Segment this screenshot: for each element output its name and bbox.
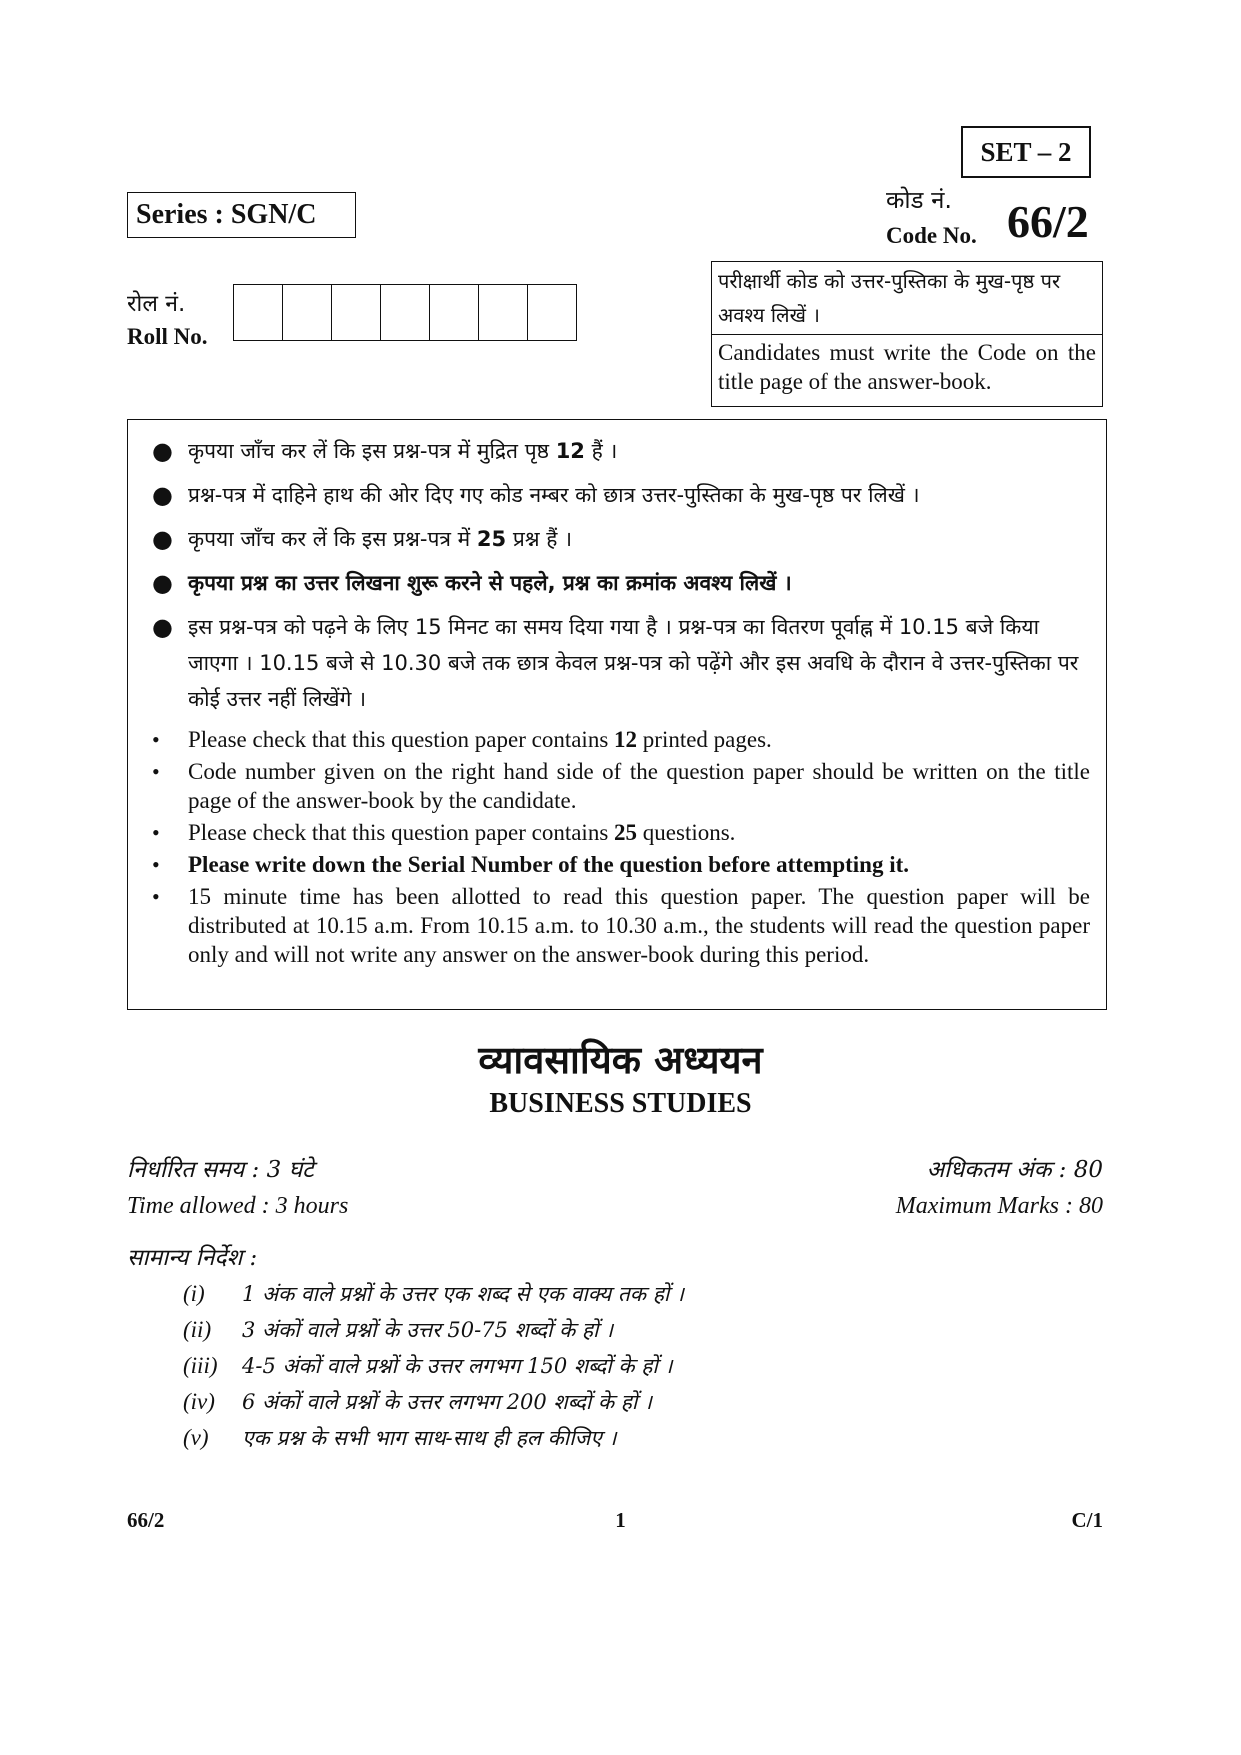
- code-label-hindi: कोड नं.: [886, 186, 953, 214]
- instructions-box: [127, 419, 1107, 1010]
- bullet-icon: ●: [152, 613, 173, 641]
- item-text: एक प्रश्न के सभी भाग साथ-साथ ही हल कीजिए ।: [242, 1426, 617, 1450]
- roll-cell[interactable]: [430, 285, 479, 340]
- bullet-icon: ●: [152, 481, 173, 509]
- roll-cell[interactable]: [528, 285, 577, 340]
- bullet-icon: ●: [152, 569, 173, 597]
- subject-title-english: BUSINESS STUDIES: [489, 1088, 752, 1119]
- time-allowed-english: Time allowed : 3 hours: [127, 1193, 349, 1219]
- bullet-icon: •: [152, 852, 160, 877]
- candidate-note-box: [711, 261, 1103, 407]
- candidate-note-hindi: परीक्षार्थी कोड को उत्तर-पुस्तिका के मुख-पृष्ठ पर अवश्य लिखें ।: [712, 264, 1102, 335]
- code-label-english: Code No.: [886, 223, 977, 248]
- instruction-item: ● कृपया जाँच कर लें कि इस प्रश्न-पत्र में 25 प्रश्न हैं ।: [144, 521, 1090, 557]
- instruction-item: ● इस प्रश्न-पत्र को पढ़ने के लिए 15 मिनट का समय दिया गया है । प्रश्न-पत्र का वितरण पूर्वाह्न में 10.15 बजे किया जाएगा । 10.15 बजे से 10.30 बजे तक छात्र केवल प्रश्न-पत्र को पढ़ेंगे और इस अवधि के दौरान वे उत्तर-पुस्तिका पर कोई उत्तर नहीं लिखेंगे ।: [144, 609, 1090, 717]
- time-allowed-hindi: निर्धारित समय : 3 घंटे: [127, 1157, 314, 1183]
- instruction-item: • Please check that this question paper contains 25 questions.: [152, 820, 736, 845]
- instruction-item: • Please check that this question paper contains 12 printed pages.: [152, 727, 772, 752]
- general-instructions-heading: सामान्य निर्देश :: [127, 1245, 258, 1271]
- instructions-english-list: [144, 725, 1090, 969]
- item-number: (iv): [183, 1389, 215, 1414]
- footer-series: C/1: [1071, 1508, 1103, 1532]
- item-text: 4-5 अंकों वाले प्रश्नों के उत्तर लगभग 150 शब्दों के हों ।: [242, 1354, 673, 1378]
- instruction-item: • Code number given on the right hand side of the question paper should be written on the title page of the answer-book by the candidate.: [152, 759, 1090, 813]
- item-number: (v): [183, 1425, 209, 1450]
- instruction-item: • 15 minute time has been allotted to read this question paper. The question paper will be distributed at 10.15 a.m. From 10.15 a.m. to 10.30 a.m., the students will read the question paper only and will not write any answer on the answer-book during this period.: [152, 884, 1090, 967]
- series-label: Series : SGN/C: [127, 192, 356, 238]
- code-number: 66/2: [1007, 196, 1089, 247]
- instructions-hindi-list: [144, 433, 1090, 717]
- bullet-icon: •: [152, 759, 160, 784]
- roll-cell[interactable]: [283, 285, 332, 340]
- general-instruction-item: [183, 1276, 684, 1312]
- general-instruction-item: [183, 1348, 684, 1384]
- page-number: 1: [615, 1508, 626, 1532]
- bullet-icon: •: [152, 820, 160, 845]
- instruction-item: ● कृपया जाँच कर लें कि इस प्रश्न-पत्र में मुद्रित पृष्ठ 12 हैं ।: [144, 433, 1090, 469]
- bullet-icon: •: [152, 884, 160, 909]
- roll-cell[interactable]: [381, 285, 430, 340]
- roll-label-hindi: रोल नं.: [127, 291, 186, 317]
- instruction-item: ● प्रश्न-पत्र में दाहिने हाथ की ओर दिए गए कोड नम्बर को छात्र उत्तर-पुस्तिका के मुख-पृष्ठ पर लिखें ।: [144, 477, 1090, 513]
- roll-cell[interactable]: [234, 285, 283, 340]
- item-text: 3 अंकों वाले प्रश्नों के उत्तर 50-75 शब्दों के हों ।: [242, 1318, 614, 1342]
- general-instruction-item: [183, 1312, 684, 1348]
- general-instructions-list: [183, 1276, 684, 1456]
- max-marks-hindi: अधिकतम अंक : 80: [926, 1157, 1103, 1183]
- subject-title-hindi: व्यावसायिक अध्ययन: [478, 1038, 763, 1082]
- footer-code: 66/2: [127, 1508, 165, 1532]
- candidate-note-english: Candidates must write the Code on the title page of the answer-book.: [718, 340, 1096, 394]
- instruction-item: • Please write down the Serial Number of the question before attempting it.: [152, 852, 910, 877]
- max-marks-english: Maximum Marks : 80: [895, 1193, 1103, 1219]
- general-instruction-item: [183, 1420, 684, 1456]
- item-number: (ii): [183, 1317, 212, 1342]
- item-number: (i): [183, 1281, 205, 1306]
- item-text: 1 अंक वाले प्रश्नों के उत्तर एक शब्द से एक वाक्य तक हों ।: [242, 1282, 684, 1306]
- set-label: SET – 2: [961, 126, 1091, 178]
- bullet-icon: ●: [152, 525, 173, 553]
- roll-number-boxes: [233, 284, 577, 341]
- general-instruction-item: [183, 1384, 684, 1420]
- bullet-icon: •: [152, 727, 160, 752]
- item-number: (iii): [183, 1353, 218, 1378]
- bullet-icon: ●: [152, 437, 173, 465]
- roll-cell[interactable]: [479, 285, 528, 340]
- instruction-item: ● कृपया प्रश्न का उत्तर लिखना शुरू करने से पहले, प्रश्न का क्रमांक अवश्य लिखें ।: [144, 565, 1090, 601]
- roll-label-english: Roll No.: [127, 324, 208, 349]
- roll-cell[interactable]: [332, 285, 381, 340]
- item-text: 6 अंकों वाले प्रश्नों के उत्तर लगभग 200 शब्दों के हों ।: [242, 1390, 652, 1414]
